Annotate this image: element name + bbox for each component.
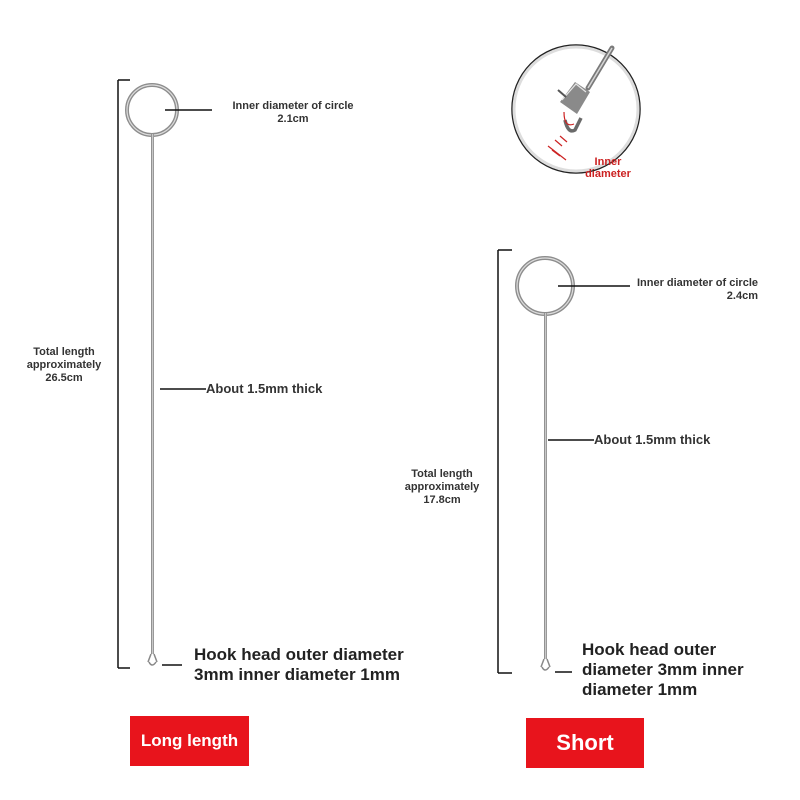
short-hook-label: [582, 640, 792, 700]
long-hook: [127, 85, 177, 665]
short-hook-tip: [541, 659, 550, 670]
short-total-label-2: approximately: [404, 481, 480, 493]
long-total-value: 26.5cm: [45, 372, 83, 384]
short-hook: [517, 258, 573, 670]
long-hook-shaft: [151, 134, 154, 654]
hook-detail-magnifier: [512, 45, 640, 173]
long-circle-value: 2.1cm: [277, 113, 309, 125]
short-total-length: [392, 468, 492, 507]
long-circle-label-text: Inner diameter of circle: [232, 100, 354, 112]
detail-inner-diameter-label: [566, 156, 650, 180]
short-length-bracket: [498, 250, 512, 673]
short-total-value: 17.8cm: [423, 494, 461, 506]
short-total-label-1: Total length: [411, 468, 473, 480]
long-hook-line-1: Hook head outer diameter: [194, 645, 404, 664]
long-length-bracket: [118, 80, 130, 668]
short-circle-label: [600, 277, 758, 303]
short-hook-line-3: diameter 1mm: [582, 680, 698, 699]
long-circle-label: [218, 100, 368, 126]
short-hook-shaft: [544, 313, 547, 659]
long-length-badge: Long length: [130, 716, 249, 766]
long-hook-line-2: 3mm inner diameter 1mm: [194, 665, 400, 684]
short-hook-line-2: diameter 3mm inner: [582, 660, 744, 679]
short-circle-value: 2.4cm: [726, 290, 758, 302]
long-total-length: [16, 346, 112, 385]
long-thickness-label: About 1.5mm thick: [206, 381, 323, 396]
short-thickness-label: About 1.5mm thick: [594, 432, 711, 447]
detail-label-1: Inner: [594, 156, 622, 168]
long-total-label-2: approximately: [26, 359, 102, 371]
short-hook-line-1: Hook head outer: [582, 640, 717, 659]
long-hook-tip: [148, 654, 157, 665]
long-total-label-1: Total length: [33, 346, 95, 358]
long-hook-label: [194, 645, 474, 685]
detail-label-2: diameter: [585, 168, 631, 180]
short-length-badge: Short: [526, 718, 644, 768]
short-circle-label-text: Inner diameter of circle: [636, 277, 758, 289]
